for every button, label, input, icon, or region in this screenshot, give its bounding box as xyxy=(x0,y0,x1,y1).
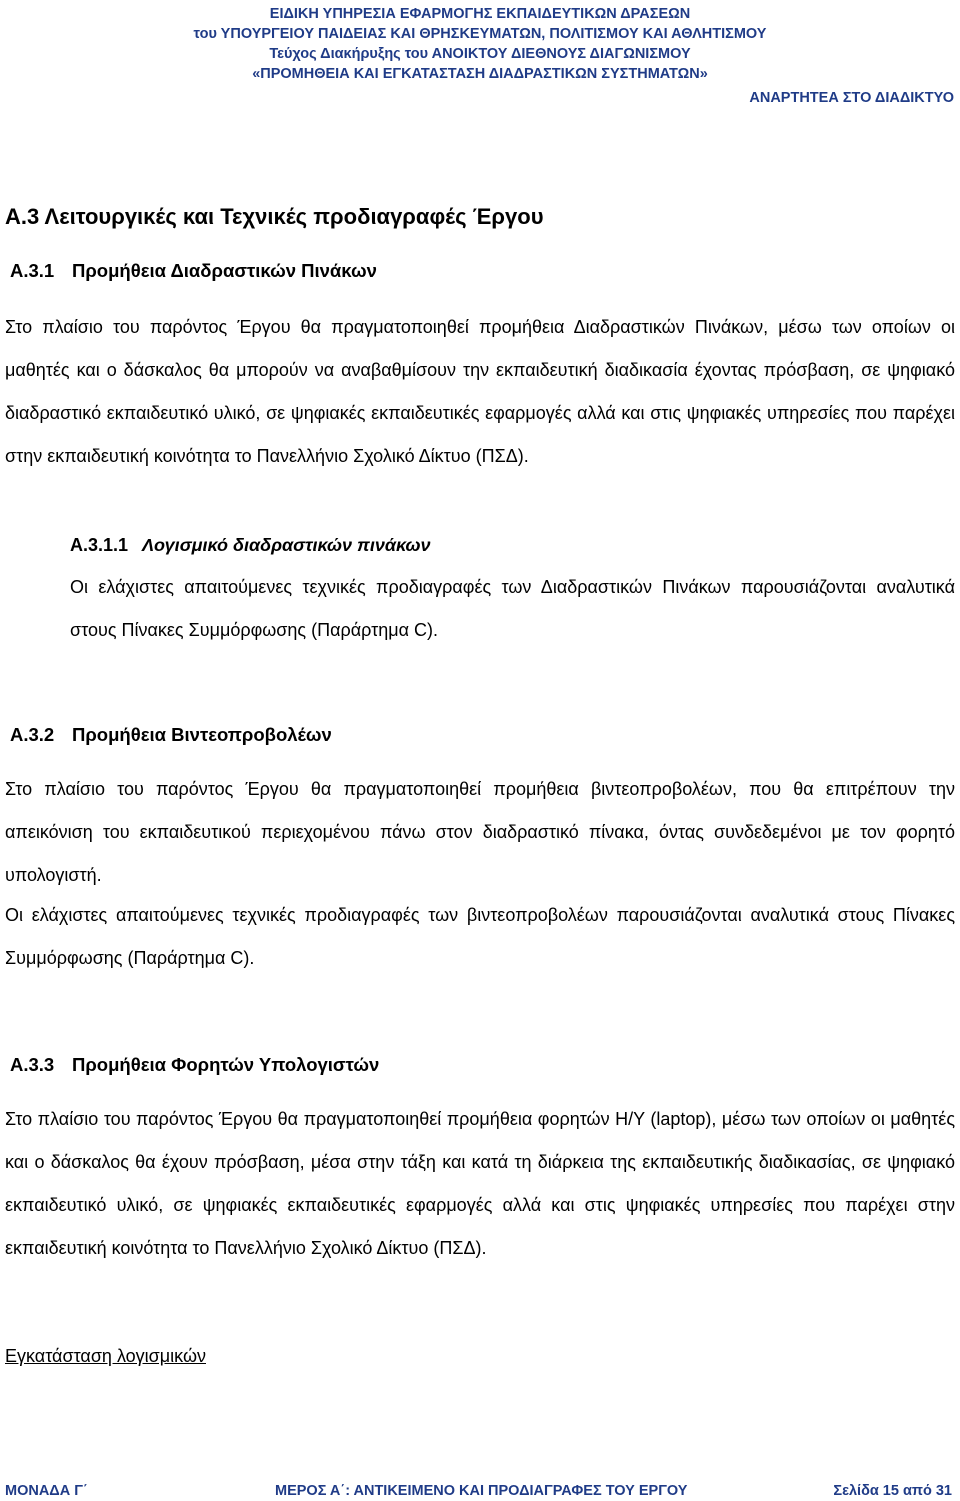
section-heading-a31 xyxy=(10,258,377,284)
section-a32-paragraph-1: Στο πλαίσιο του παρόντος Έργου θα πραγματοποιηθεί προμήθεια βιντεοπροβολέων, που θα επιτρέπουν την απεικόνιση του εκπαιδευτικού περιεχομένου πάνω στον διαδραστικό πίνακα, όντας συνδεδεμένοι με τον φορητό υπολογιστή. xyxy=(5,779,955,885)
section-a31-paragraph: Στο πλαίσιο του παρόντος Έργου θα πραγματοποιηθεί προμήθεια Διαδραστικών Πινάκων, μέσω των οποίων οι μαθητές και ο δάσκαλος θα μπορούν να αναβαθμίσουν την εκπαιδευτική διαδικασία έχοντας πρόσβαση, σε ψηφιακό διαδραστικό εκπαιδευτικό υλικό, σε ψηφιακές εκπαιδευτικές εφαρμογές αλλά και στις ψηφιακές υπηρεσίες που παρέχει στην εκπαιδευτική κοινότητα το Πανελλήνιο Σχολικό Δίκτυο (ΠΣΔ). xyxy=(5,317,955,466)
header-agency: ΕΙΔΙΚΗ ΥΠΗΡΕΣΙΑ ΕΦΑΡΜΟΓΗΣ ΕΚΠΑΙΔΕΥΤΙΚΩΝ ΔΡΑΣΕΩΝ xyxy=(269,6,691,22)
section-number: Α.3.1 xyxy=(10,260,55,281)
section-a33-paragraph: Στο πλαίσιο του παρόντος Έργου θα πραγματοποιηθεί προμήθεια φορητών Η/Υ (laptop), μέσω των οποίων οι μαθητές και ο δάσκαλος θα έχουν πρόσβαση, μέσα στην τάξη και κατά τη διάρκεια της εκπαιδευτικής διαδικασίας, σε ψηφιακό εκπαιδευτικό υλικό, σε ψηφιακές εκπαιδευτικές εφαρμογές αλλά και στις ψηφιακές υπηρεσίες που παρέχει στην εκπαιδευτική κοινότητα το Πανελλήνιο Σχολικό Δίκτυο (ΠΣΔ). xyxy=(5,1109,955,1258)
section-heading-a33 xyxy=(10,1052,379,1078)
subsection-heading-a311 xyxy=(70,532,431,558)
underlined-heading: Εγκατάσταση λογισμικών xyxy=(5,1346,206,1366)
section-number: Α.3.2 xyxy=(10,724,55,745)
section-title: Προμήθεια Διαδραστικών Πινάκων xyxy=(72,260,377,281)
section-title: Προμήθεια Βιντεοπροβολέων xyxy=(72,724,332,745)
subsection-number: Α.3.1.1 xyxy=(70,535,129,555)
section-number: Α.3.3 xyxy=(10,1054,55,1075)
footer-page-number: Σελίδα 15 από 31 xyxy=(833,1483,952,1499)
header-project-title: «ΠΡΟΜΗΘΕΙΑ ΚΑΙ ΕΓΚΑΤΑΣΤΑΣΗ ΔΙΑΔΡΑΣΤΙΚΩΝ ΣΥΣΤΗΜΑΤΩΝ» xyxy=(252,66,708,82)
footer-part: ΜΕΡΟΣ Α΄: ΑΝΤΙΚΕΙΜΕΝΟ ΚΑΙ ΠΡΟΔΙΑΓΡΑΦΕΣ ΤΟΥ ΕΡΓΟΥ xyxy=(275,1483,688,1499)
subsection-a311-paragraph: Οι ελάχιστες απαιτούμενες τεχνικές προδιαγραφές των Διαδραστικών Πινάκων παρουσιάζονται αναλυτικά στους Πίνακες Συμμόρφωσης (Παράρτημα C). xyxy=(70,577,955,640)
header-publication-note: ΑΝΑΡΤΗΤΕΑ ΣΤΟ ΔΙΑΔΙΚΤΥΟ xyxy=(749,90,954,106)
section-heading-a32 xyxy=(10,722,332,748)
page-title: Α.3 Λειτουργικές και Τεχνικές προδιαγραφές Έργου xyxy=(5,204,544,229)
section-title: Προμήθεια Φορητών Υπολογιστών xyxy=(72,1054,380,1075)
page-footer xyxy=(5,1481,952,1501)
section-a32-paragraph-2: Οι ελάχιστες απαιτούμενες τεχνικές προδιαγραφές των βιντεοπροβολέων παρουσιάζονται αναλυτικά στους Πίνακες Συμμόρφωσης (Παράρτημα C). xyxy=(5,905,955,968)
header-ministry: του ΥΠΟΥΡΓΕΙΟΥ ΠΑΙΔΕΙΑΣ ΚΑΙ ΘΡΗΣΚΕΥΜΑΤΩΝ, ΠΟΛΙΤΙΣΜΟΥ ΚΑΙ ΑΘΛΗΤΙΣΜΟΥ xyxy=(193,26,767,42)
header-tender-doc: Τεύχος Διακήρυξης του ΑΝΟΙΚΤΟΥ ΔΙΕΘΝΟΥΣ ΔΙΑΓΩΝΙΣΜΟΥ xyxy=(269,46,691,62)
footer-unit: ΜΟΝΑΔΑ Γ΄ xyxy=(5,1483,88,1499)
subsection-title: Λογισμικό διαδραστικών πινάκων xyxy=(142,535,431,555)
